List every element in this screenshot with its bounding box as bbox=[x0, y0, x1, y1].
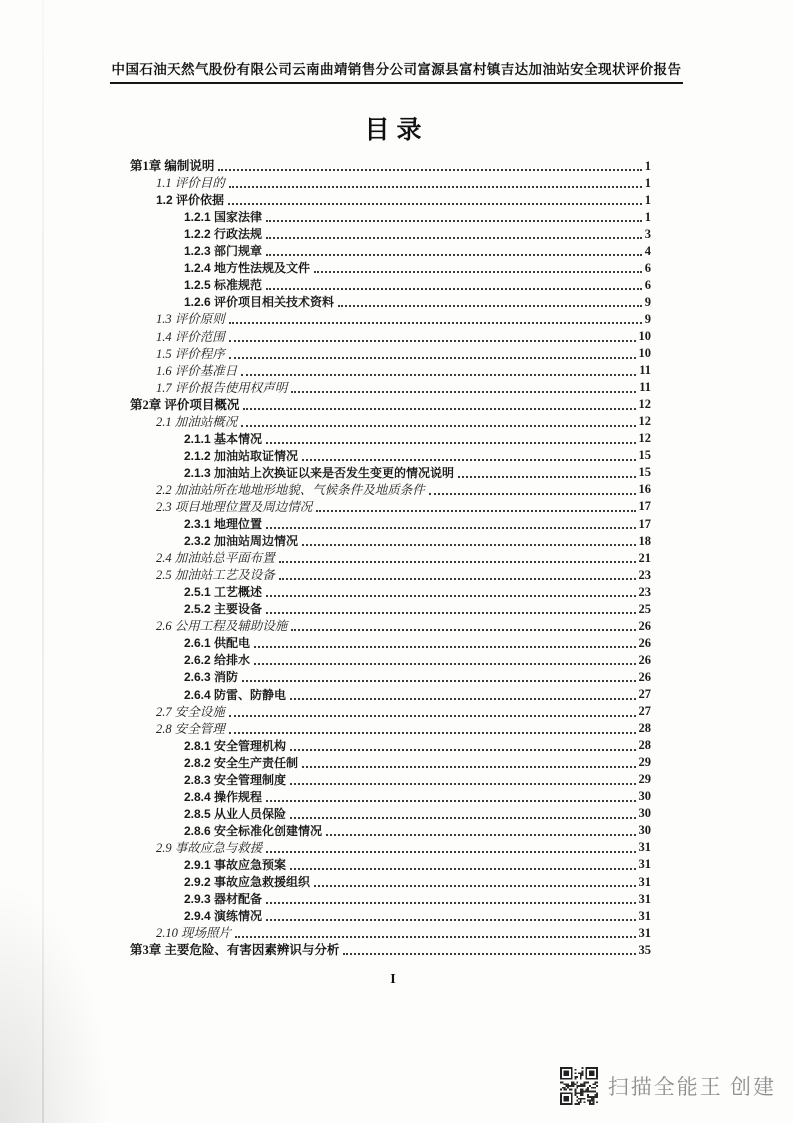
toc-entry bbox=[130, 600, 651, 617]
dot-leader bbox=[290, 698, 635, 700]
toc-entry bbox=[130, 720, 651, 737]
dot-leader bbox=[266, 595, 635, 597]
toc-entry-page: 15 bbox=[638, 465, 651, 480]
toc-entry-page: 30 bbox=[638, 789, 651, 804]
toc-entry-page: 12 bbox=[638, 397, 651, 412]
toc-entry-label: 第1章 编制说明 bbox=[130, 159, 215, 174]
toc-entry-page: 30 bbox=[638, 823, 651, 838]
dot-leader bbox=[279, 561, 636, 563]
toc-entry bbox=[130, 890, 651, 907]
toc-entry-page: 10 bbox=[638, 329, 651, 344]
toc-entry bbox=[130, 225, 651, 242]
toc-entry-page: 11 bbox=[639, 363, 651, 378]
toc-entry-page: 23 bbox=[638, 584, 651, 599]
toc-entry-page: 4 bbox=[644, 243, 651, 258]
toc-entry-page: 31 bbox=[638, 908, 651, 923]
dot-leader bbox=[290, 783, 635, 785]
dot-leader bbox=[242, 680, 635, 682]
toc-entry-label: 1.2.2 行政法规 bbox=[184, 227, 263, 242]
toc-entry-label: 1.2.4 地方性法规及文件 bbox=[184, 261, 311, 276]
dot-leader bbox=[290, 817, 635, 819]
toc-entry-label: 1.3 评价原则 bbox=[156, 312, 225, 327]
toc-entry bbox=[130, 345, 651, 362]
dot-leader bbox=[291, 391, 636, 393]
dot-leader bbox=[266, 527, 635, 529]
toc-entry-label: 2.8.3 安全管理制度 bbox=[184, 772, 287, 787]
toc-entry-page: 30 bbox=[638, 806, 651, 821]
dot-leader bbox=[302, 459, 635, 461]
toc-entry-label: 1.2.1 国家法律 bbox=[184, 210, 263, 225]
toc-entry bbox=[130, 685, 651, 702]
dot-leader bbox=[229, 732, 636, 734]
toc-entry-page: 26 bbox=[638, 652, 651, 667]
toc-entry-page: 31 bbox=[638, 925, 651, 940]
toc-entry-page: 26 bbox=[638, 635, 651, 650]
toc-entry-page: 31 bbox=[638, 874, 651, 889]
toc-entry bbox=[130, 174, 651, 191]
toc-entry-label: 2.6 公用工程及辅助设施 bbox=[156, 619, 288, 634]
toc-entry-page: 26 bbox=[638, 669, 651, 684]
dot-leader bbox=[290, 749, 635, 751]
toc-entry-label: 第3章 主要危险、有害因素辨识与分析 bbox=[130, 943, 340, 958]
toc-entry-page: 3 bbox=[644, 226, 651, 241]
toc-entry bbox=[130, 362, 651, 379]
toc-entry-label: 2.9.1 事故应急预案 bbox=[184, 857, 287, 872]
watermark-label: 扫描全能王 创建 bbox=[607, 1075, 776, 1099]
toc-entry-label: 2.9.2 事故应急救援组织 bbox=[184, 875, 311, 890]
toc-entry-page: 11 bbox=[639, 380, 651, 395]
toc-entry-page: 28 bbox=[638, 738, 651, 753]
running-header bbox=[0, 58, 793, 84]
dot-leader bbox=[266, 851, 635, 853]
toc-entry bbox=[130, 805, 651, 822]
toc-entry-page: 12 bbox=[638, 431, 651, 446]
toc-entry bbox=[130, 549, 651, 566]
toc-entry-page: 17 bbox=[638, 499, 651, 514]
toc-entry-page: 17 bbox=[638, 516, 651, 531]
dot-leader bbox=[302, 544, 635, 546]
toc-entry-label: 2.6.4 防雷、防静电 bbox=[184, 687, 287, 702]
toc-entry-page: 27 bbox=[638, 687, 651, 701]
toc-entry-label: 2.6.1 供配电 bbox=[184, 636, 251, 651]
toc-entry-page: 10 bbox=[638, 346, 651, 361]
page-number: I bbox=[390, 972, 396, 987]
toc-entry-label: 2.3.1 地理位置 bbox=[184, 517, 263, 532]
scan-artifact-corner-shadow bbox=[0, 863, 120, 1123]
toc-entry-page: 16 bbox=[638, 482, 651, 497]
dot-leader bbox=[241, 425, 635, 427]
toc-entry-label: 2.2 加油站所在地地形地貌、气候条件及地质条件 bbox=[156, 482, 425, 497]
toc-entry-page: 15 bbox=[638, 448, 651, 463]
toc-entry-label: 2.1.2 加油站取证情况 bbox=[184, 448, 299, 463]
toc-entry-page: 21 bbox=[638, 550, 651, 565]
toc-entry-label: 2.10 现场照片 bbox=[156, 926, 232, 941]
dot-leader bbox=[266, 220, 642, 222]
toc-entry bbox=[130, 208, 651, 225]
toc-entry-page: 6 bbox=[644, 277, 651, 292]
toc-entry bbox=[130, 532, 651, 549]
toc-entry-page: 25 bbox=[638, 601, 651, 616]
toc-entry-label: 1.5 评价程序 bbox=[156, 346, 225, 361]
table-of-contents bbox=[130, 157, 651, 958]
toc-entry bbox=[130, 515, 651, 532]
toc-entry-label: 2.4 加油站总平面布置 bbox=[156, 551, 275, 566]
toc-entry-label: 1.2 评价依据 bbox=[156, 193, 225, 208]
toc-entry bbox=[130, 924, 651, 941]
toc-entry-page: 31 bbox=[638, 857, 651, 872]
toc-entry-label: 2.5 加油站工艺及设备 bbox=[156, 568, 275, 583]
dot-leader bbox=[254, 646, 635, 648]
toc-entry-page: 1 bbox=[644, 209, 651, 224]
toc-entry-label: 2.8.5 从业人员保险 bbox=[184, 806, 287, 821]
toc-entry-page: 1 bbox=[644, 158, 651, 173]
dot-leader bbox=[266, 902, 635, 904]
dot-leader bbox=[229, 322, 642, 324]
dot-leader bbox=[241, 374, 636, 376]
dot-leader bbox=[229, 186, 642, 188]
toc-entry-label: 2.9.3 器材配备 bbox=[184, 892, 263, 907]
toc-entry-label: 2.3.2 加油站周边情况 bbox=[184, 534, 299, 549]
dot-leader bbox=[266, 254, 642, 256]
toc-entry-label: 2.9.4 演练情况 bbox=[184, 909, 263, 924]
report-title: 中国石油天然气股份有限公司云南曲靖销售分公司富源县富村镇吉达加油站安全现状评价报告 bbox=[110, 58, 684, 84]
toc-entry bbox=[130, 856, 651, 873]
dot-leader bbox=[266, 612, 635, 614]
toc-entry-label: 1.1 评价目的 bbox=[156, 176, 225, 191]
dot-leader bbox=[458, 476, 635, 478]
toc-entry bbox=[130, 191, 651, 208]
toc-entry-label: 第2章 评价项目概况 bbox=[130, 397, 240, 412]
toc-entry bbox=[130, 379, 651, 396]
toc-entry-page: 12 bbox=[638, 414, 651, 429]
toc-entry-label: 1.4 评价范围 bbox=[156, 329, 225, 344]
dot-leader bbox=[235, 936, 635, 938]
dot-leader bbox=[243, 408, 635, 410]
toc-entry bbox=[130, 413, 651, 430]
toc-entry-label: 2.1.3 加油站上次换证以来是否发生变更的情况说明 bbox=[184, 465, 455, 480]
toc-entry bbox=[130, 617, 651, 634]
dot-leader bbox=[314, 271, 642, 273]
dot-leader bbox=[266, 288, 642, 290]
toc-entry-page: 31 bbox=[638, 891, 651, 906]
dot-leader bbox=[326, 834, 635, 836]
toc-entry-label: 2.7 安全设施 bbox=[156, 704, 225, 719]
toc-entry bbox=[130, 941, 651, 958]
dot-leader bbox=[343, 953, 635, 955]
toc-entry-label: 2.8.1 安全管理机构 bbox=[184, 738, 287, 753]
toc-entry-label: 2.5.2 主要设备 bbox=[184, 602, 263, 617]
toc-entry-label: 2.3 项目地理位置及周边情况 bbox=[156, 499, 313, 514]
qr-code-icon bbox=[560, 1066, 598, 1106]
toc-entry bbox=[130, 771, 651, 788]
toc-entry-label: 2.8.2 安全生产责任制 bbox=[184, 755, 299, 770]
toc-entry-page: 1 bbox=[644, 175, 651, 190]
toc-entry bbox=[130, 327, 651, 344]
dot-leader bbox=[314, 885, 635, 887]
toc-entry-label: 2.8 安全管理 bbox=[156, 721, 225, 736]
dot-leader bbox=[290, 868, 635, 870]
dot-leader bbox=[229, 340, 636, 342]
page-title: 目录 bbox=[364, 116, 429, 144]
toc-entry bbox=[130, 634, 651, 651]
toc-entry bbox=[130, 873, 651, 890]
toc-entry-page: 26 bbox=[638, 618, 651, 633]
toc-entry bbox=[130, 157, 651, 174]
toc-entry-page: 18 bbox=[638, 533, 651, 548]
dot-leader bbox=[229, 357, 636, 359]
toc-entry bbox=[130, 754, 651, 771]
toc-entry bbox=[130, 396, 651, 413]
toc-entry-page: 29 bbox=[638, 755, 651, 770]
toc-entry-page: 29 bbox=[638, 772, 651, 787]
dot-leader bbox=[266, 800, 635, 802]
toc-entry bbox=[130, 430, 651, 447]
toc-entry bbox=[130, 310, 651, 327]
toc-entry-page: 27 bbox=[638, 704, 651, 719]
toc-entry-label: 2.1 加油站概况 bbox=[156, 414, 238, 429]
toc-entry-label: 2.1.1 基本情况 bbox=[184, 431, 263, 446]
dot-leader bbox=[316, 510, 635, 512]
toc-entry bbox=[130, 839, 651, 856]
toc-entry-page: 23 bbox=[638, 567, 651, 582]
toc-entry-page: 9 bbox=[644, 294, 651, 309]
toc-entry-page: 9 bbox=[644, 311, 651, 326]
toc-entry-page: 28 bbox=[638, 721, 651, 736]
dot-leader bbox=[338, 305, 642, 307]
toc-entry-label: 1.2.3 部门规章 bbox=[184, 244, 263, 259]
toc-entry bbox=[130, 907, 651, 924]
toc-entry bbox=[130, 498, 651, 515]
toc-entry bbox=[130, 293, 651, 310]
dot-leader bbox=[429, 493, 636, 495]
toc-entry-page: 35 bbox=[638, 942, 651, 957]
dot-leader bbox=[291, 629, 635, 631]
toc-entry bbox=[130, 668, 651, 685]
toc-entry bbox=[130, 583, 651, 600]
toc-entry-label: 2.5.1 工艺概述 bbox=[184, 585, 263, 600]
toc-entry-label: 2.8.4 操作规程 bbox=[184, 789, 263, 804]
toc-entry-label: 2.6.3 消防 bbox=[184, 670, 239, 685]
toc-entry bbox=[130, 242, 651, 259]
toc-entry-label: 1.7 评价报告使用权声明 bbox=[156, 380, 288, 395]
toc-entry bbox=[130, 481, 651, 498]
toc-entry-label: 2.9 事故应急与救援 bbox=[156, 840, 263, 855]
toc-entry-label: 1.2.5 标准规范 bbox=[184, 278, 263, 293]
dot-leader bbox=[254, 663, 635, 665]
dot-leader bbox=[218, 169, 641, 171]
toc-entry bbox=[130, 822, 651, 839]
dot-leader bbox=[266, 919, 635, 921]
dot-leader bbox=[229, 715, 636, 717]
toc-entry bbox=[130, 276, 651, 293]
toc-entry bbox=[130, 566, 651, 583]
toc-entry-page: 6 bbox=[644, 260, 651, 275]
toc-entry-label: 1.6 评价基准日 bbox=[156, 363, 238, 378]
camscanner-watermark bbox=[560, 1066, 776, 1106]
dot-leader bbox=[228, 203, 642, 205]
toc-entry-label: 2.6.2 给排水 bbox=[184, 653, 251, 668]
toc-entry bbox=[130, 788, 651, 805]
toc-entry bbox=[130, 447, 651, 464]
toc-entry-page: 31 bbox=[638, 840, 651, 855]
toc-entry bbox=[130, 259, 651, 276]
toc-entry bbox=[130, 651, 651, 668]
scan-artifact-left-line bbox=[42, 0, 44, 1123]
dot-leader bbox=[302, 766, 635, 768]
toc-entry bbox=[130, 737, 651, 754]
toc-entry bbox=[130, 464, 651, 481]
dot-leader bbox=[266, 442, 635, 444]
toc-entry-label: 1.2.6 评价项目相关技术资料 bbox=[184, 295, 335, 310]
dot-leader bbox=[266, 237, 642, 239]
toc-entry-page: 1 bbox=[644, 192, 651, 207]
toc-entry-label: 2.8.6 安全标准化创建情况 bbox=[184, 823, 323, 838]
dot-leader bbox=[279, 578, 636, 580]
toc-entry bbox=[130, 703, 651, 720]
